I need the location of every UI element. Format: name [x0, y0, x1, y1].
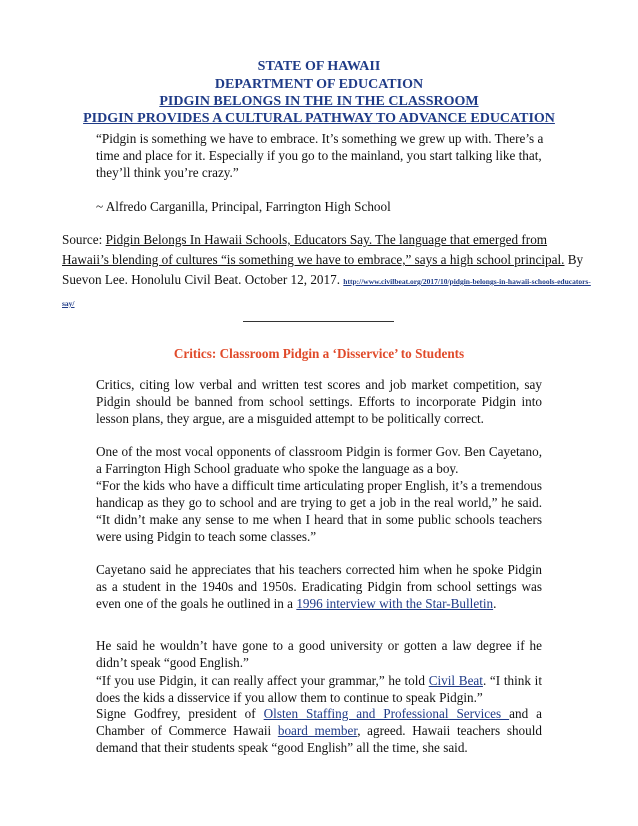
source-url-link[interactable]: http://www.civilbeat.org/2017/10/pidgin-belongs-in-hawaii-schools-educators-say/	[62, 277, 591, 308]
olsten-staffing-link[interactable]: Olsten Staffing and Professional Services	[263, 706, 510, 721]
paragraph-6	[96, 673, 542, 707]
paragraph-7-text: Signe Godfrey, president of	[96, 706, 264, 721]
star-bulletin-interview-link[interactable]: 1996 interview with the Star-Bulletin	[296, 595, 494, 611]
opening-quote: “Pidgin is something we have to embrace. It’s something we grew up with. There’s a time and place for it. Especially if you go to the mainland, you start talking like that, they’ll think you’re crazy.”	[96, 131, 544, 180]
section-heading: Critics: Classroom Pidgin a ‘Disservice’ to Students	[173, 346, 465, 361]
paragraph-7-end: , agreed. Hawaii teachers should demand that their students speak “good English” all the time, she said.	[96, 722, 542, 755]
source-label: Source:	[62, 232, 106, 247]
header-state: STATE OF HAWAII	[257, 59, 381, 74]
paragraph-4	[96, 562, 542, 613]
paragraph-7-middle: and a Chamber of Commerce Hawaii	[96, 706, 542, 738]
paragraph-1: Critics, citing low verbal and written test scores and job market competition, say Pidgin should be banned from school settings. Efforts to incorporate Pidgin into lesson plans, they argue, are a misguided attempt to be politically correct.	[96, 377, 542, 426]
paragraph-6-end: . “I think it does the kids a disservice if you allow them to continue to speak Pidgin.”	[96, 673, 542, 705]
civil-beat-link[interactable]: Civil Beat	[428, 673, 483, 688]
paragraph-5: He said he wouldn’t have gone to a good university or gotten a law degree if he didn’t speak “good English.”	[96, 638, 542, 670]
header-title: PIDGIN BELONGS IN THE IN THE CLASSROOM	[159, 94, 479, 109]
paragraph-6-text: “If you use Pidgin, it can really affect your grammar,” he told	[96, 673, 429, 688]
header-subtitle: PIDGIN PROVIDES A CULTURAL PATHWAY TO ADVANCE EDUCATION	[83, 111, 555, 126]
source-byline: By Suevon Lee. Honolulu Civil Beat. October 12, 2017.	[62, 252, 584, 287]
board-member-link[interactable]: board member	[277, 722, 358, 738]
quote-attribution: ~ Alfredo Carganilla, Principal, Farrington High School	[96, 199, 391, 214]
source-title: Pidgin Belongs In Hawaii Schools, Educators Say. The language that emerged from Hawaii’s blending of cultures “is something we have to embrace,” says a high school principal.	[62, 232, 565, 267]
paragraph-4-end: .	[493, 595, 497, 611]
section-divider	[243, 321, 394, 322]
paragraph-3: “For the kids who have a difficult time articulating proper English, it’s a tremendous handicap as they go to school and are trying to get a job in the real world,” he said. “It didn’t make any sense to me when I heard that in some public schools teachers were using Pidgin to teach some classes.”	[96, 478, 542, 544]
source-citation	[62, 230, 592, 314]
paragraph-2: One of the most vocal opponents of classroom Pidgin is former Gov. Ben Cayetano, a Farrington High School graduate who spoke the language as a boy.	[96, 444, 542, 476]
paragraph-7	[96, 706, 542, 757]
paragraph-4-text: Cayetano said he appreciates that his teachers corrected him when he spoke Pidgin as a student in the 1940s and 1950s. Eradicating Pidgin from school settings was even one of the goals he outlined in a	[96, 562, 542, 611]
header-department: DEPARTMENT OF EDUCATION	[214, 77, 424, 92]
